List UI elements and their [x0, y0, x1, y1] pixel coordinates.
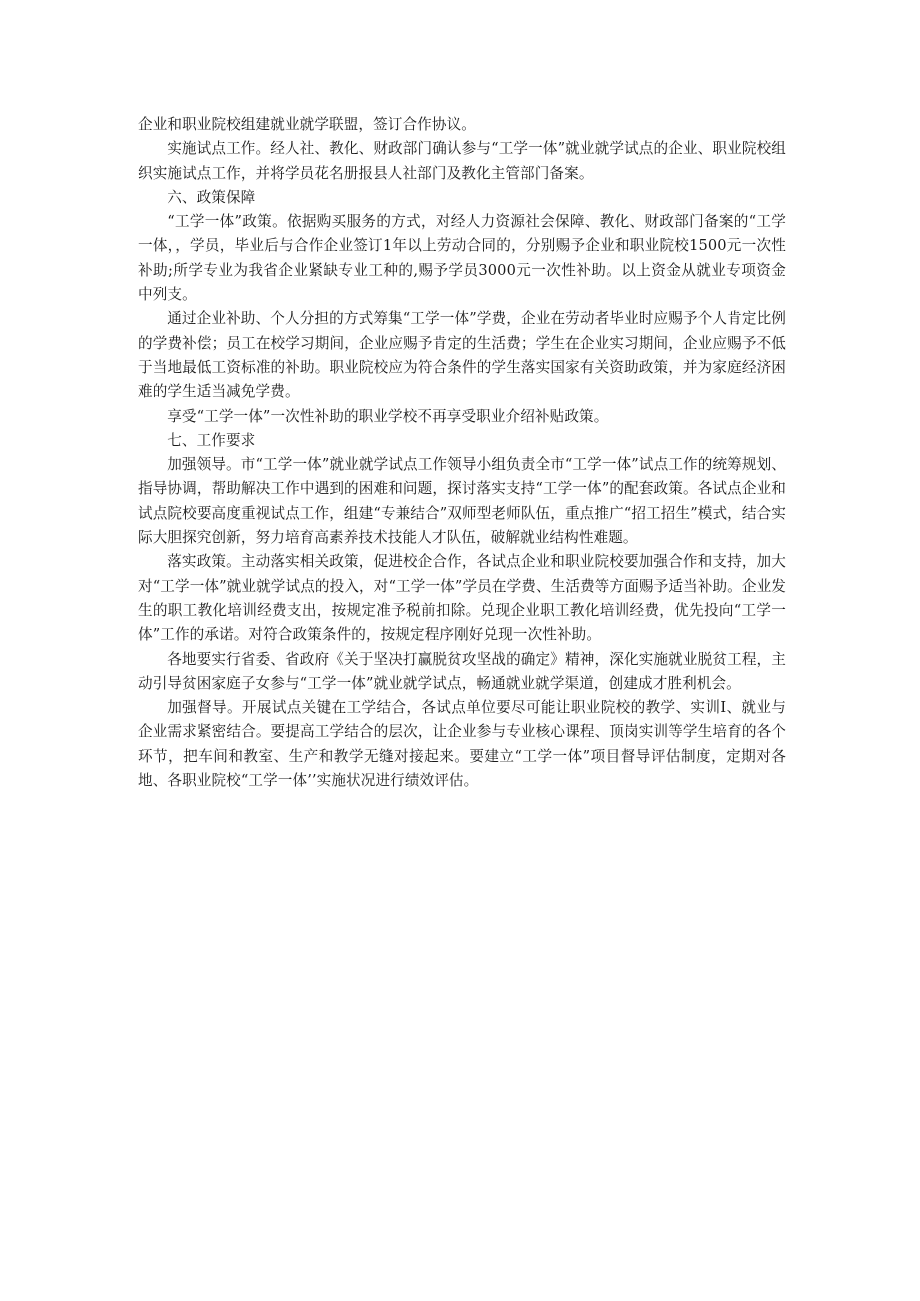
paragraph-alliance: 企业和职业院校组建就业就学联盟，签订合作协议。 [138, 116, 476, 133]
document-body [138, 113, 786, 793]
section-heading-requirements: 七、工作要求 [167, 431, 256, 449]
paragraph-tuition-funding: 通过企业补助、个人分担的方式筹集“工学一体”学费，企业在劳动者毕业时应赐予个人肯定比例的学费补偿；员工在校学习期间，企业应赐予肯定的生活费；学生在企业实习期间，企业应赐予不低于当地最低工资标准的补助。职业院校应为符合条件的学生落实国家有关资助政策，并为家庭经济困难的学生适当减免学费。 [138, 310, 786, 401]
paragraph-pilot-implementation: 实施试点工作。经人社、教化、财政部门确认参与“工学一体”就业就学试点的企业、职业院校组织实施试点工作，并将学员花名册报县人社部门及教化主管部门备案。 [138, 140, 786, 182]
paragraph-supervision: 加强督导。开展试点关键在工学结合，各试点单位要尽可能让职业院校的教学、实训Ⅰ、就业与企业需求紧密结合。要提高工学结合的层次，让企业参与专业核心课程、顶岗实训等学生培育的各个环节，把车间和教室、生产和教学无缝对接起来。要建立“工学一体”项目督导评估制度，定期对各地、各职业院校“工学一体’’实施状况进行绩效评估。 [138, 699, 786, 790]
paragraph-no-double-subsidy: 享受“工学一体”一次性补助的职业学校不再享受职业介绍补贴政策。 [167, 407, 609, 425]
section-heading-policy: 六、政策保障 [167, 188, 256, 206]
paragraph-leadership: 加强领导。市“工学一体”就业就学试点工作领导小组负责全市“工学一体”试点工作的统筹规划、指导协调，帮助解决工作中遇到的困难和问题，探讨落实支持“工学一体”的配套政策。各试点企业和试点院校要高度重视试点工作，组建“专兼结合”双师型老师队伍，重点推广“招工招生”模式，结合实际大胆探究创新，努力培育高素养技术技能人才队伍，破解就业结构性难题。 [138, 456, 786, 547]
paragraph-policy-subsidy: “工学一体”政策。依据购买服务的方式，对经人力资源社会保障、教化、财政部门备案的“工学一体，，学员，毕业后与合作企业签订1年以上劳动合同的，分别赐予企业和职业院校1500元一次性补助;所学专业为我省企业紧缺专业工种的,赐予学员3000元一次性补助。以上资金从就业专项资金中列支。 [138, 213, 786, 304]
paragraph-implement-policy: 落实政策。主动落实相关政策，促进校企合作，各试点企业和职业院校要加强合作和支持，加大对“工学一体”就业就学试点的投入，对“工学一体”学员在学费、生活费等方面赐予适当补助。企业发生的职工教化培训经费支出，按规定准予税前扣除。兑现企业职工教化培训经费，优先投向“工学一体”工作的承诺。对符合政策条件的，按规定程序刚好兑现一次性补助。 [138, 553, 786, 644]
paragraph-poverty-alleviation: 各地要实行省委、省政府《关于坚决打赢脱贫攻坚战的确定》精神，深化实施就业脱贫工程，主动引导贫困家庭子女参与“工学一体”就业就学试点，畅通就业就学渠道，创建成才胜利机会。 [138, 650, 786, 692]
